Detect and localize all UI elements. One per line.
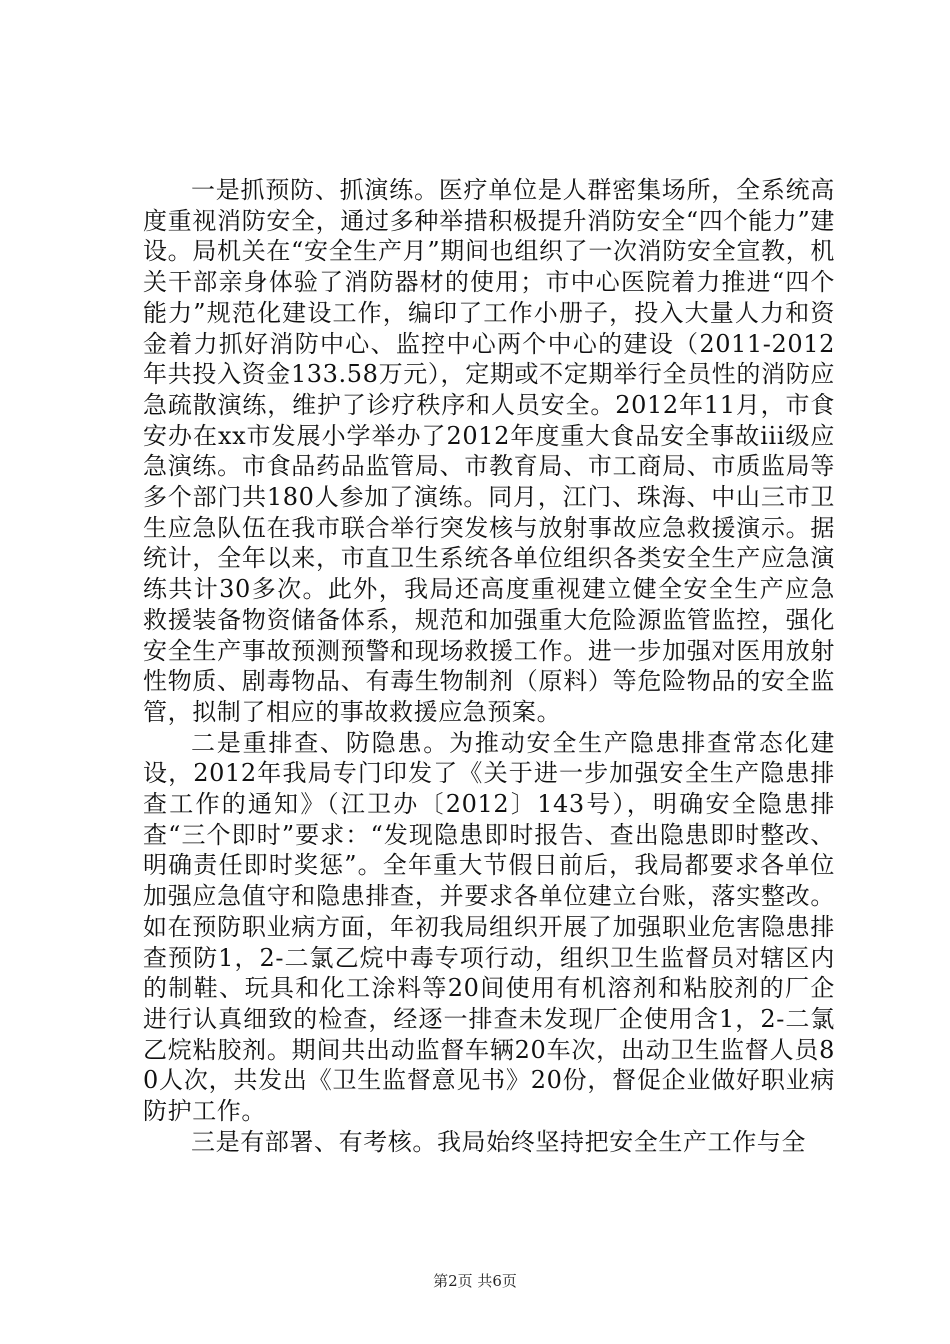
body-text [143,175,835,1158]
paragraph-prevention-drills: 一是抓预防、抓演练。医疗单位是人群密集场所，全系统高度重视消防安全，通过多种举措积极提升消防安全“四个能力”建设。局机关在“安全生产月”期间也组织了一次消防安全宣教，机关干部亲身体验了消防器材的使用；市中心医院着力推进“四个能力”规范化建设工作，编印了工作小册子，投入大量人力和资金着力抓好消防中心、监控中心两个中心的建设（2011-2012年共投入资金133.58万元），定期或不定期举行全员性的消防应急疏散演练，维护了诊疗秩序和人员安全。2012年11月，市食安办在xx市发展小学举办了2012年度重大食品安全事故iii级应急演练。市食品药品监管局、市教育局、市工商局、市质监局等多个部门共180人参加了演练。同月，江门、珠海、中山三市卫生应急队伍在我市联合举行突发核与放射事故应急救援演示。据统计，全年以来，市直卫生系统各单位组织各类安全生产应急演练共计30多次。此外，我局还高度重视建立健全安全生产应急救援装备物资储备体系，规范和加强重大危险源监管监控，强化安全生产事故预测预警和现场救援工作。进一步加强对医用放射性物质、剧毒物品、有毒生物制剂（原料）等危险物品的安全监管，拟制了相应的事故救援应急预案。 [143,176,835,726]
page-footer [0,1271,950,1291]
page-number-current: 第2页 [433,1272,473,1290]
paragraph-hazard-inspection: 二是重排查、防隐患。为推动安全生产隐患排查常态化建设，2012年我局专门印发了《关于进一步加强安全生产隐患排查工作的通知》（江卫办〔2012〕143号），明确安全隐患排查“三个即时”要求：“发现隐患即时报告、查出隐患即时整改、明确责任即时奖惩”。全年重大节假日前后，我局都要求各单位加强应急值守和隐患排查，并要求各单位建立台账，落实整改。如在预防职业病方面，年初我局组织开展了加强职业危害隐患排查预防1，2-二氯乙烷中毒专项行动，组织卫生监督员对辖区内的制鞋、玩具和化工涂料等20间使用有机溶剂和粘胶剂的厂企进行认真细致的检查，经逐一排查未发现厂企使用含1，2-二氯乙烷粘胶剂。期间共出动监督车辆20车次，出动卫生监督人员80人次，共发出《卫生监督意见书》20份，督促企业做好职业病防护工作。 [143,728,835,1126]
page-number-total: 共6页 [477,1272,517,1290]
paragraph-deployment-assessment: 三是有部署、有考核。我局始终坚持把安全生产工作与全 [191,1127,806,1156]
